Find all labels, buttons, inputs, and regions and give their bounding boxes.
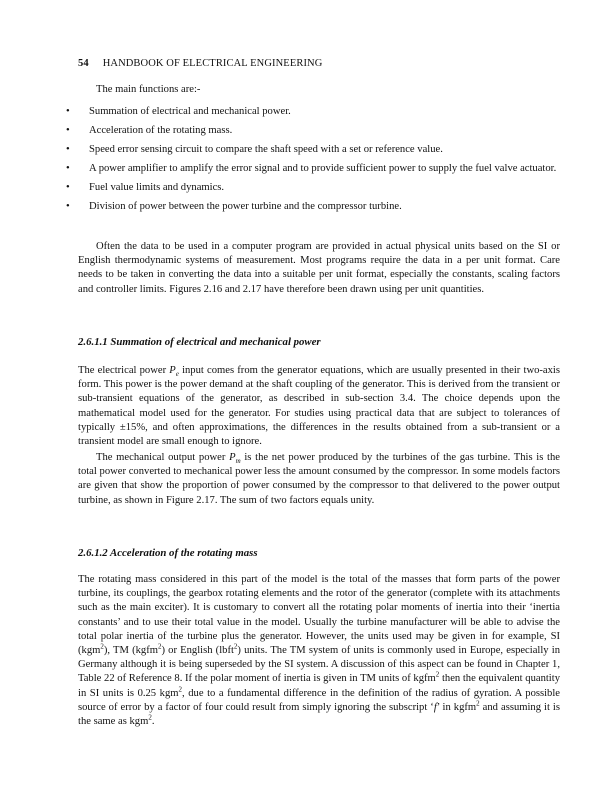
running-header [78,58,322,69]
list-item: • Division of power between the power turbine and the compressor turbine. [64,200,560,214]
functions-list [64,105,560,220]
bullet-icon: • [66,163,70,175]
page-number: 54 [78,58,89,69]
section-heading-2-6-1-1: 2.6.1.1 Summation of electrical and mechanical power [78,336,321,348]
bullet-icon: • [66,106,70,117]
paragraph-rotating-mass: The rotating mass considered in this part of the model is the total of the masses that form parts of the power turbine, its couplings, the gearbox rotating elements and the rotor of the generator (complete with its attachments such as the main exciter). It is customary to convert all the rotating polar moments of inertia into their ‘inertia constants’ and to use their total value in the model. Usually the turbine manufacturer will be able to advise the total polar inertia of the turbine plus the generator. However, the units used may be given in for example, SI (kgm$^2$), TM (kgfm$^2$) or English (lbft$^2$) units. The TM system of units is commonly used in Europe, especially in Germany although it is being superseded by the SI system. A discussion of this aspect can be found in Chapter 1, Table 22 of Reference 8. If the polar moment of inertia is given in TM units of kgfm$^2$ then the equivalent quantity in SI units is 0.25 kgm$^2$, due to a fundamental difference in the definition of the radius of gyration. A possible source of error by a factor of four could result from simply ignoring the subscript ‘f’ in kgfm$^2$ and assuming it is the same as kgm$^2$. [78,574,561,728]
list-item: • Acceleration of the rotating mass. [64,124,560,138]
bullet-icon: • [66,201,70,213]
list-item: • Speed error sensing circuit to compare the shaft speed with a set or reference value. [64,143,560,157]
bullet-icon: • [66,144,70,156]
list-item: • Fuel value limits and dynamics. [64,181,560,195]
bullet-icon: • [66,125,70,137]
list-item: • A power amplifier to amplify the error signal and to provide sufficient power to supply the fuel valve actuator. [64,162,560,176]
bullet-icon: • [66,182,70,194]
paragraph-electrical-power: The electrical power $P_e$ input comes from the generator equations, which are usually presented in their two-axis form. This power is the power demand at the shaft coupling of the generator. This is derived from the transient or sub-transient equations of the generator, as described in sub-section 3.4. The choice depends upon the mathematical model used for the generator. For studies using practical data that are subject to tolerances of typically ±15%, and often approximations, the differences in the results obtained from a sub-transient or a transient model are small enough to ignore. [78,365,560,448]
book-title: HANDBOOK OF ELECTRICAL ENGINEERING [102,58,323,69]
paragraph-mechanical-power: The mechanical output power $P_m$ is the net power produced by the turbines of the gas turbine. This is the total power converted to mechanical power less the amount consumed by the compressor. In some models factors are given that show the proportion of power consumed by the compressor to that delivered to the power output turbine, as shown in Figure 2.17. The sum of two factors equals unity. [78,452,560,506]
paragraph-units: Often the data to be used in a computer program are provided in actual physical units based on the SI or English thermodynamic systems of measurement. Most programs require the data in a per unit format. Care needs to be taken in converting the data into a suitable per unit format, especially the constants, scaling factors and controller limits. Figures 2.16 and 2.17 have therefore been drawn using per unit quantities. [78,241,560,295]
intro-line: The main functions are:- [96,84,201,95]
list-item: • Summation of electrical and mechanical power. [64,105,560,119]
section-heading-2-6-1-2: 2.6.1.2 Acceleration of the rotating mass [78,547,258,559]
